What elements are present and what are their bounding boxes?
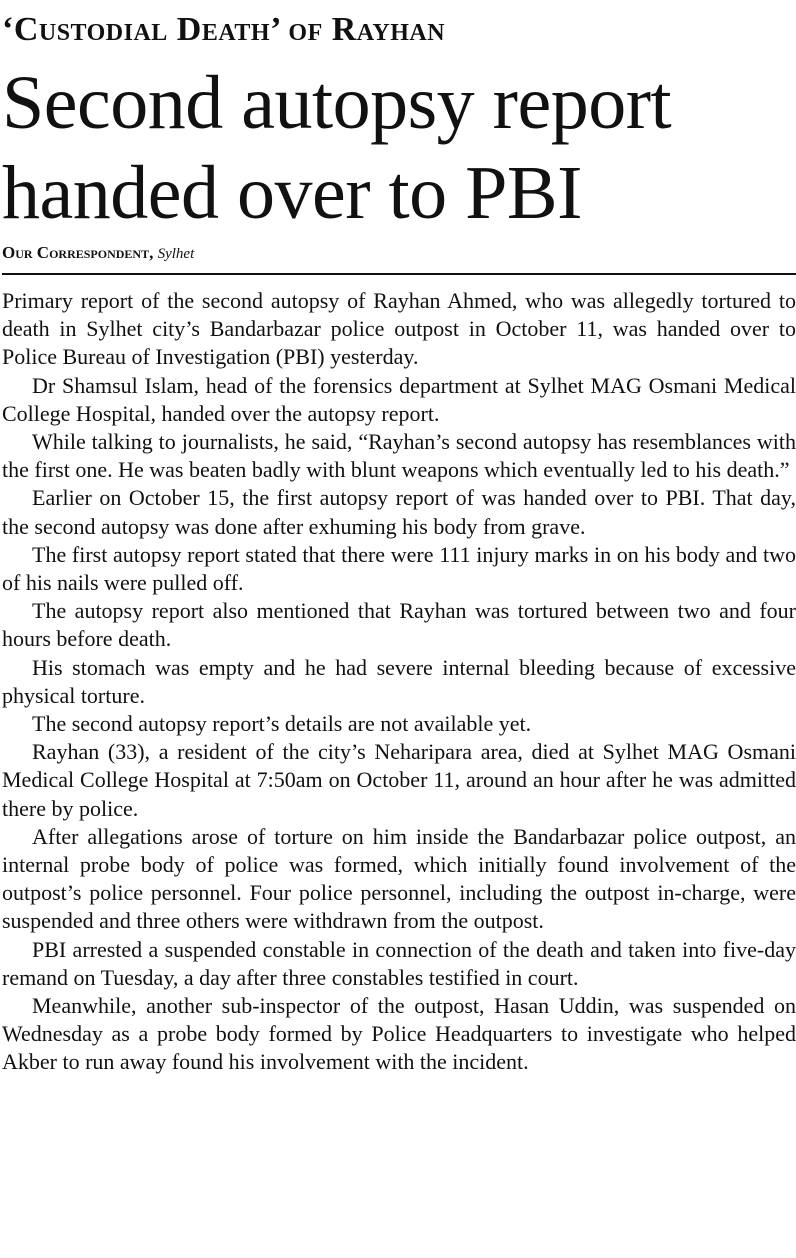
paragraph: The autopsy report also mentioned that Rayhan was tortured between two and four hours before death.: [2, 598, 796, 652]
article-body: [2, 287, 796, 1077]
paragraph: PBI arrested a suspended constable in connection of the death and taken into five-day remand on Tuesday, a day after three constables testified in court.: [2, 936, 796, 990]
byline-author: Our Correspondent,: [2, 243, 154, 262]
paragraph: While talking to journalists, he said, “Rayhan’s second autopsy has resemblances with the first one. He was beaten badly with blunt weapons which eventually led to his death.”: [2, 429, 796, 483]
paragraph: After allegations arose of torture on him inside the Bandarbazar police outpost, an internal probe body of police was formed, which initially found involvement of the outpost’s police personnel. Four police personnel, including the outpost in-charge, were suspended and three others were withdrawn from the outpost.: [2, 823, 796, 934]
divider-rule: [2, 273, 796, 275]
paragraph: Meanwhile, another sub-inspector of the outpost, Hasan Uddin, was suspended on Wednesday as a probe body formed by Police Headquarters to investigate who helped Akber to run away found his involvement with the incident.: [2, 993, 796, 1075]
byline-location: Sylhet: [157, 246, 195, 262]
paragraph: The first autopsy report stated that there were 111 injury marks in on his body and two of his nails were pulled off.: [2, 541, 796, 596]
paragraph: The second autopsy report’s details are not available yet.: [32, 711, 532, 737]
article-kicker: ‘Custodial Death’ of Rayhan: [2, 11, 446, 48]
paragraph: Earlier on October 15, the first autopsy report of was handed over to PBI. That day, the second autopsy was done after exhuming his body from grave.: [2, 485, 796, 539]
paragraph: Rayhan (33), a resident of the city’s Neharipara area, died at Sylhet MAG Osmani Medical College Hospital at 7:50am on October 11, around an hour after he was admitted there by police.: [2, 739, 796, 821]
paragraph: His stomach was empty and he had severe internal bleeding because of excessive physical torture.: [2, 654, 796, 708]
paragraph: Primary report of the second autopsy of Rayhan Ahmed, who was allegedly tortured to death in Sylhet city’s Bandarbazar police outpost in October 11, was handed over to Police Bureau of Investigation (PBI) yesterday.: [2, 288, 796, 370]
paragraph: Dr Shamsul Islam, head of the forensics department at Sylhet MAG Osmani Medical College Hospital, handed over the autopsy report.: [2, 372, 796, 426]
article-headline: Second autopsy report handed over to PBI: [2, 61, 672, 235]
byline: [2, 242, 796, 265]
